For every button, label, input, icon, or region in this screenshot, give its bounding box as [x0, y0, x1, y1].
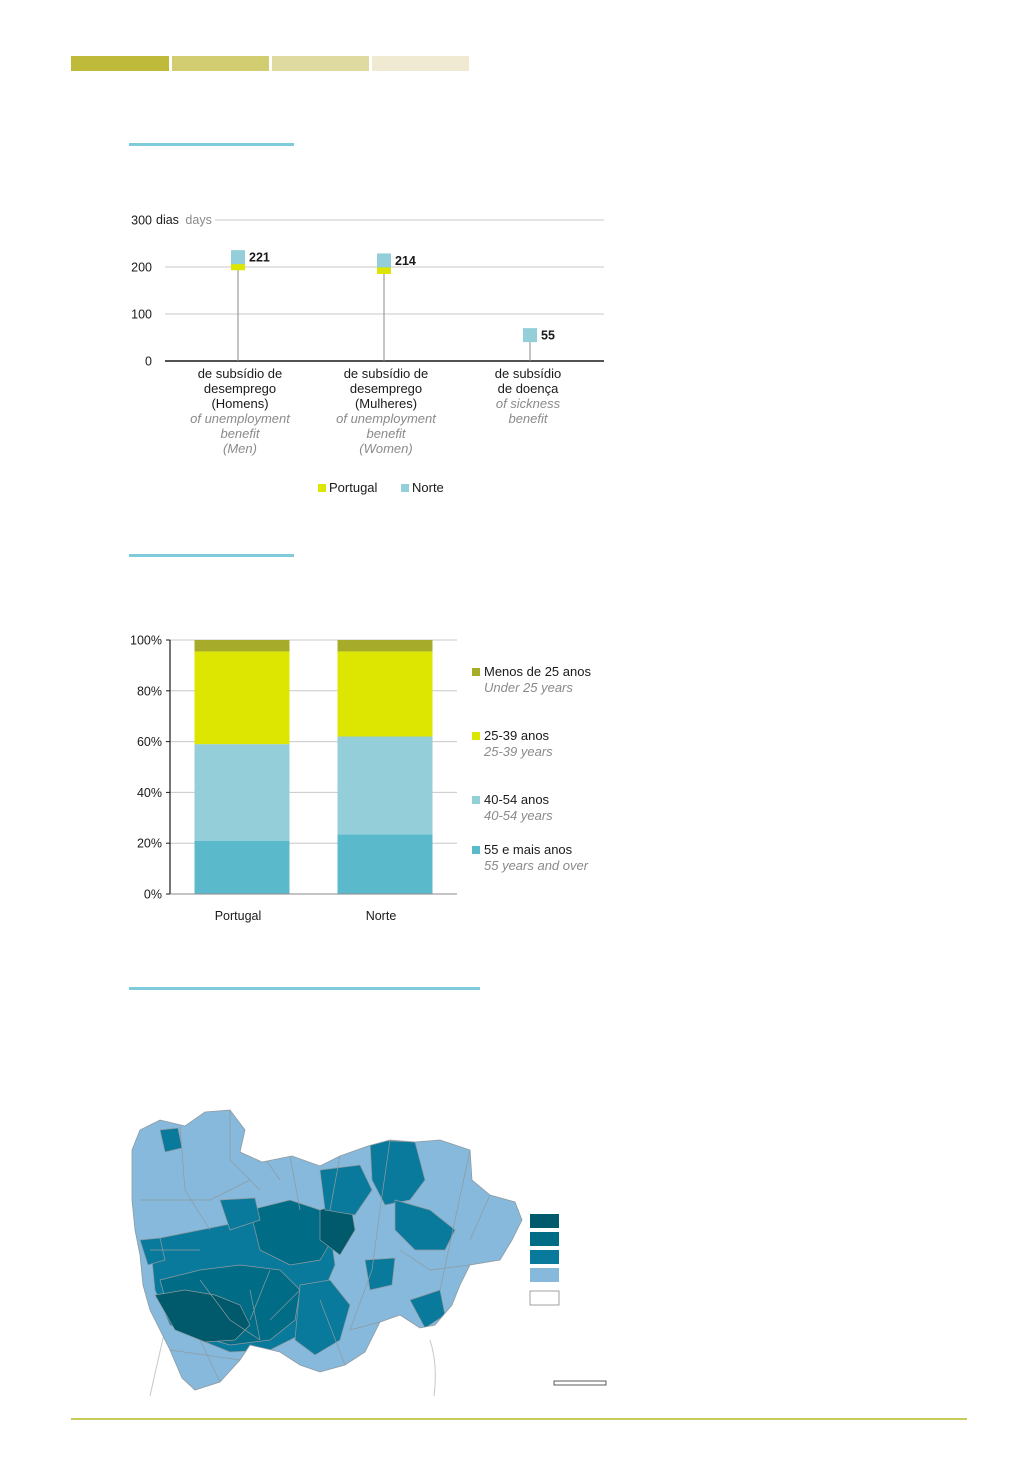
map-legend-swatch-4 — [530, 1268, 559, 1282]
days-chart-y-tick-label: 200 — [131, 260, 152, 275]
age-chart-x-tick-label: Norte — [365, 909, 397, 923]
age-chart-bar-segment — [338, 834, 433, 894]
category-1-en-line-3: (Men) — [223, 441, 257, 456]
legend-label-portugal: Portugal — [329, 480, 378, 495]
age-legend-label-40-54: 40-54 anos — [484, 792, 550, 807]
map-boundary-line-left — [150, 1330, 165, 1396]
legend-swatch-norte — [401, 484, 409, 492]
age-legend-label-55plus: 55 e mais anos — [484, 842, 573, 857]
age-legend-swatch-25-39 — [472, 732, 480, 740]
age-chart-bars — [195, 640, 433, 894]
category-2-pt-line-2: desemprego — [349, 381, 423, 396]
age-legend-label-under25: Menos de 25 anos — [484, 664, 591, 679]
days-chart-data-label: 55 — [541, 328, 555, 343]
age-legend-swatch-55plus — [472, 846, 480, 854]
category-2-en-line-2: benefit — [366, 426, 406, 441]
category-3-pt-line-1: de subsídio — [494, 366, 562, 381]
age-chart-bar-segment — [195, 651, 290, 744]
days-chart-marker-norte — [523, 328, 537, 342]
age-chart-y-tick-label: 80% — [136, 684, 162, 699]
age-legend-label-en-under25: Under 25 years — [484, 680, 573, 695]
category-2-en-line-3: (Women) — [359, 441, 413, 456]
map-municipalities — [120, 1100, 540, 1400]
category-3-pt-line-2: de doença — [497, 381, 559, 396]
days-chart — [0, 0, 1036, 520]
days-chart-category-3 — [458, 366, 598, 426]
age-chart-y-tick-label: 60% — [136, 735, 162, 750]
age-chart-bar-segment — [195, 640, 290, 651]
age-legend-label-25-39: 25-39 anos — [484, 728, 550, 743]
days-chart-y-ticks — [131, 214, 152, 369]
map-legend-swatch-1 — [530, 1214, 559, 1228]
days-chart-y-tick-label: 300 — [131, 213, 152, 228]
section-rule-3 — [129, 987, 480, 990]
age-chart-x-tick-label: Portugal — [214, 909, 262, 923]
days-chart-y-tick-label: 0 — [145, 354, 152, 369]
norte-choropleth-map — [0, 1090, 640, 1410]
days-chart-y-tick-label: 100 — [131, 307, 152, 322]
days-chart-unit: dias days — [156, 213, 212, 227]
category-1-en-line-2: benefit — [220, 426, 260, 441]
days-chart-marker-norte — [231, 250, 245, 264]
age-legend-swatch-under25 — [472, 668, 480, 676]
category-1-en-line-1: of unemployment — [190, 411, 290, 426]
days-chart-category-2 — [316, 366, 456, 456]
age-chart-bar-segment — [338, 737, 433, 835]
age-legend-label-en-25-39: 25-39 years — [484, 744, 553, 759]
age-chart — [0, 600, 1036, 940]
category-3-en-line-1: of sickness — [495, 396, 561, 411]
age-chart-bar-segment — [338, 651, 433, 736]
category-2-pt-line-1: de subsídio de — [343, 366, 429, 381]
days-chart-data-label: 214 — [395, 253, 416, 268]
category-3-en-line-2: benefit — [508, 411, 548, 426]
map-boundary-line-right — [430, 1340, 435, 1396]
age-chart-bar-segment — [195, 744, 290, 841]
category-1-pt-line-2: desemprego — [203, 381, 277, 396]
days-chart-category-1 — [170, 366, 310, 456]
age-chart-y-tick-label: 20% — [136, 836, 162, 851]
legend-swatch-portugal — [318, 484, 326, 492]
map-scale-bar — [554, 1381, 606, 1385]
days-chart-marker-norte — [377, 253, 391, 267]
days-chart-data-label: 221 — [249, 250, 270, 265]
map-legend-swatch-3 — [530, 1250, 559, 1264]
footer-rule — [71, 1418, 967, 1420]
age-chart-bar-segment — [195, 841, 290, 894]
category-2-pt-line-3: (Mulheres) — [354, 396, 418, 411]
map-region-mid-7 — [365, 1258, 395, 1290]
age-chart-bar-segment — [338, 640, 433, 651]
age-legend-label-en-40-54: 40-54 years — [484, 808, 553, 823]
category-2-en-line-1: of unemployment — [336, 411, 436, 426]
category-1-pt-line-1: de subsídio de — [197, 366, 283, 381]
age-legend-swatch-40-54 — [472, 796, 480, 804]
map-legend-swatch-5 — [530, 1291, 559, 1305]
age-chart-y-tick-label: 40% — [136, 785, 162, 800]
map-legend-swatch-2 — [530, 1232, 559, 1246]
age-chart-y-tick-label: 0% — [143, 887, 162, 902]
section-rule-2 — [129, 554, 294, 557]
legend-label-norte: Norte — [412, 480, 444, 495]
category-1-pt-line-3: (Homens) — [211, 396, 269, 411]
age-legend-label-en-55plus: 55 years and over — [484, 858, 589, 873]
age-chart-y-tick-label: 100% — [130, 633, 162, 648]
